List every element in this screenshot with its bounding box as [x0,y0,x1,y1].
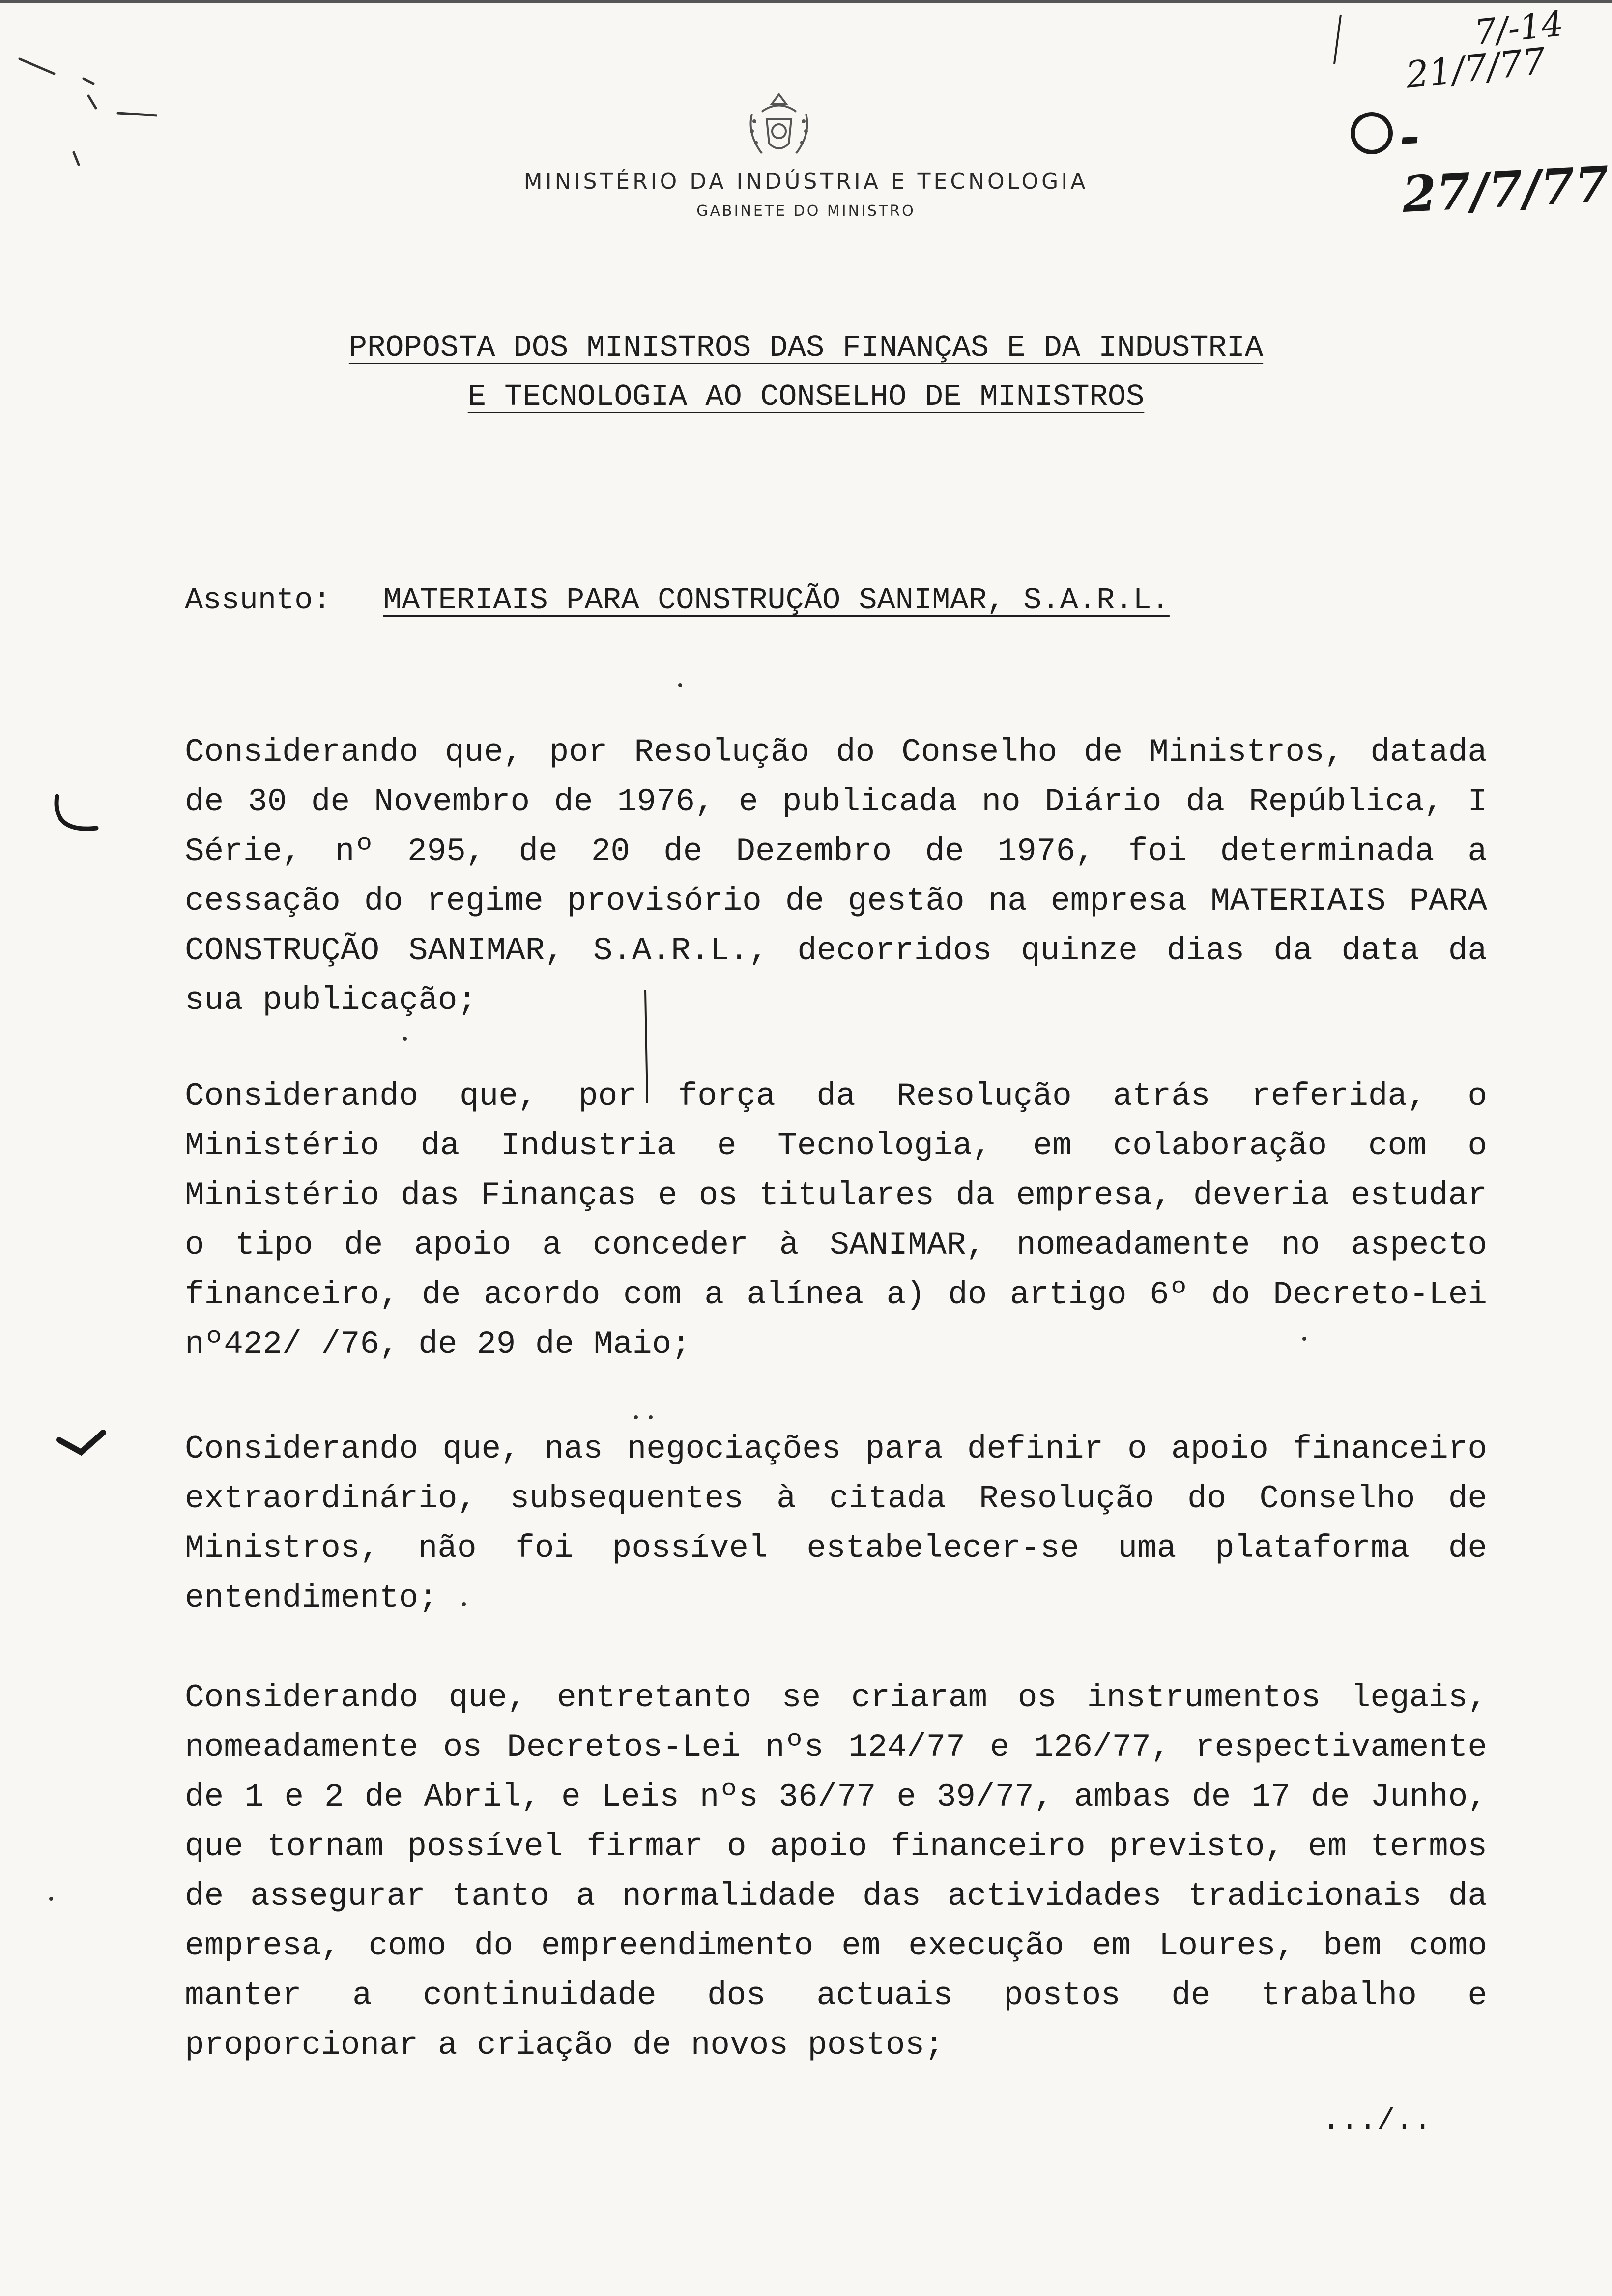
scan-speck [462,1602,466,1606]
coat-of-arms-icon [732,85,826,163]
page-continuation-mark: .../.. [1322,2103,1432,2138]
scan-speck [634,1415,638,1419]
margin-arc-mark-icon [47,786,106,845]
document-title-line-2: E TECNOLOGIA AO CONSELHO DE MINISTROS [467,379,1145,414]
handwritten-ref-circled: - 27/7/77 [1398,107,1611,224]
vertical-pen-stroke-icon [641,988,651,1106]
scan-speck [49,1897,53,1901]
corner-pen-stroke-icon [1327,10,1347,69]
corner-scribble-icon [10,49,157,167]
document-title-line-1: PROPOSTA DOS MINISTROS DAS FINANÇAS E DA INDUSTRIA [348,330,1264,365]
subject-value: MATERIAIS PARA CONSTRUÇÃO SANIMAR, S.A.R.L. [383,583,1170,618]
paragraph-1: Considerando que, por Resolução do Conselho de Ministros, datada de 30 de Novembro de 1976, e publicada no Diário da República, I Série, nº 295, de 20 de Dezembro de 1976, foi determinada a cessação do regime provisório de gestão na empresa MATERIAIS PARA CONSTRUÇÃO SANIMAR, S.A.R.L., decorridos quinze dias da data da sua publicação; [185,734,1487,1019]
handwritten-ref-date: 21/7/77 [1404,40,1548,97]
paragraph-3: Considerando que, nas negociações para definir o apoio financeiro extraordinário, subsequentes à citada Resolução do Conselho de Ministros, não foi possível estabelecer-se uma plataforma de entendimento; [185,1431,1487,1616]
ministry-name: MINISTÉRIO DA INDÚSTRIA E TECNOLOGIA [523,169,1089,194]
top-edge-rule [0,0,1612,3]
margin-check-mark-icon [54,1425,113,1464]
circled-number-icon [1351,112,1393,154]
handwritten-ref-top: 7/-14 [1472,3,1565,53]
scan-speck [678,683,682,687]
paragraph-4: Considerando que, entretanto se criaram os instrumentos legais, nomeadamente os Decretos-Lei nºs 124/77 e 126/77, respectivamente de 1 e 2 de Abril, e Leis nºs 36/77 e 39/77, ambas de 17 de Junho, que tornam possível firmar o apoio financeiro previsto, em termos de assegurar tanto a normalidade das actividades tradicionais da empresa, como do empreendimento em execução em Loures, bem como manter a continuidade dos actuais postos de trabalho e proporcionar a criação de novos postos; [185,1679,1487,2064]
scan-speck [1302,1337,1306,1341]
cabinet-name: GABINETE DO MINISTRO [696,202,916,220]
subject-label: Assunto: [185,583,331,618]
scan-speck [649,1415,653,1419]
paragraph-2: Considerando que, por força da Resolução atrás referida, o Ministério da Industria e Tecnologia, em colaboração com o Ministério das Finanças e os titulares da empresa, deveria estudar o tipo de apoio a conceder à SANIMAR, nomeadamente no aspecto financeiro, de acordo com a alínea a) do artigo 6º do Decreto-Lei nº422/ /76, de 29 de Maio; [185,1078,1487,1363]
scan-speck [403,1037,407,1041]
